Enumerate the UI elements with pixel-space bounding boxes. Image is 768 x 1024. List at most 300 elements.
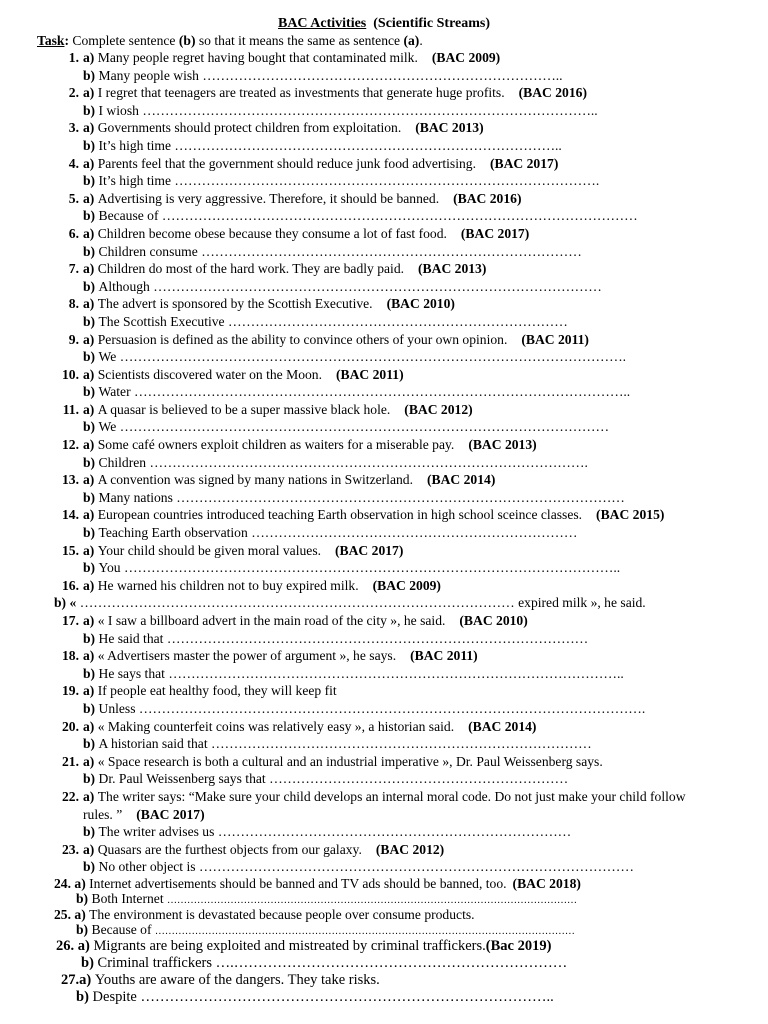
sentence-a-text: Children do most of the hard work. They are badly paid.	[97, 261, 405, 277]
sentence-a-label: a)	[83, 542, 98, 558]
bac-year: (BAC 2017)	[335, 542, 404, 558]
sentence-a	[54, 907, 475, 923]
sentence-a-row	[0, 542, 768, 560]
sentence-b	[83, 823, 571, 841]
item-number: 26.	[56, 937, 75, 954]
sentence-a	[83, 436, 537, 454]
sentence-b-row	[0, 454, 768, 472]
sentence-a	[83, 49, 500, 67]
sentence-b-row	[0, 955, 768, 972]
exercise-item	[0, 907, 768, 938]
sentence-a-text: « Making counterfeit coins was relatively easy », a historian said.	[97, 718, 455, 734]
answer-blank: …………………………………………………………………………………….	[149, 454, 588, 470]
answer-blank: ………………………………………………………………………………………………..	[134, 384, 631, 400]
exercise-item	[0, 647, 768, 682]
sentence-b-label: b)	[83, 630, 99, 646]
answer-blank: ………………………………………………………………………………………	[153, 278, 602, 294]
bac-year: (BAC 2012)	[375, 841, 445, 857]
sentence-b-label: b)	[83, 243, 99, 259]
sentence-a-text: Quasars are the furthest objects from our galaxy.	[97, 841, 362, 857]
bac-year: (BAC 2009)	[431, 50, 501, 65]
sentence-a-row	[0, 841, 768, 859]
exercise-item	[0, 612, 768, 647]
sentence-a-text: « Advertisers master the power of argument », he says.	[97, 648, 397, 664]
sentence-a-text: Governments should protect children from exploitation.	[97, 120, 402, 136]
bac-year: (BAC 2018)	[512, 875, 581, 891]
sentence-b-text: Many people wish	[98, 67, 199, 83]
task-b: (b)	[178, 33, 196, 48]
sentence-b-label: b)	[76, 922, 92, 938]
sentence-a-label: a)	[83, 366, 98, 382]
sentence-b-text: Criminal traffickers	[97, 954, 213, 971]
bac-year: (BAC 2016)	[453, 190, 522, 206]
bac-year: (BAC 2017)	[460, 225, 530, 241]
sentence-a	[83, 841, 444, 859]
sentence-b-row	[0, 594, 768, 612]
item-number: 23.	[62, 841, 79, 857]
sentence-b-text: Water	[98, 384, 131, 400]
sentence-a	[83, 119, 484, 137]
answer-blank: ………………………………………………………………………………………………	[119, 419, 610, 435]
sentence-a-row	[0, 471, 768, 489]
bac-year: (BAC 2010)	[459, 613, 528, 628]
exercise-item	[0, 788, 768, 841]
answer-blank: …………………………………………………………	[269, 771, 569, 787]
answer-blank: ……………………………………………………………………………………	[198, 859, 634, 875]
sentence-b-row	[0, 770, 768, 788]
sentence-b-text: Because of	[91, 922, 152, 938]
bac-year: (BAC 2012)	[404, 401, 473, 417]
sentence-a	[83, 190, 521, 208]
sentence-a-text: Some café owners exploit children as waiters for a miserable pay.	[97, 437, 455, 453]
bac-year: (BAC 2009)	[372, 577, 441, 593]
bac-year: (BAC 2014)	[427, 472, 496, 488]
sentence-a-label: a)	[83, 296, 98, 312]
task-text-mid: so that it means the same as sentence	[195, 33, 404, 48]
sentence-b	[83, 67, 563, 85]
item-number: 18.	[62, 648, 79, 664]
exercise-item	[0, 542, 768, 577]
bac-year: (BAC 2017)	[136, 806, 205, 822]
sentence-a-text: I regret that teenagers are treated as investments that generate huge profits.	[97, 85, 505, 101]
answer-blank: …………………………………………………………………………………	[166, 630, 589, 646]
exercise-item	[0, 436, 768, 471]
item-number: 21.	[62, 753, 79, 769]
sentence-b-label: b)	[83, 137, 99, 153]
sentence-b-label: b)	[83, 700, 99, 716]
sentence-a-text: Youths are aware of the dangers. They take risks.	[94, 971, 380, 988]
exercise-item	[0, 506, 768, 541]
sentence-a	[56, 938, 551, 955]
sentence-a-text: Advertising is very aggressive. Therefore, it should be banned.	[97, 190, 440, 206]
sentence-b-label: b)	[81, 954, 98, 971]
sentence-a-text: Persuasion is defined as the ability to convince others of your own opinion.	[97, 331, 508, 347]
answer-blank: …………………………………………………………………	[228, 313, 568, 329]
sentence-b-label: b)	[83, 665, 99, 681]
sentence-a-row	[0, 331, 768, 349]
sentence-b	[83, 383, 630, 401]
sentence-b	[83, 137, 562, 155]
bac-year: (BAC 2011)	[521, 331, 589, 347]
exercise-item	[0, 84, 768, 119]
sentence-b-row	[0, 67, 768, 85]
sentence-a-row	[0, 225, 768, 243]
sentence-b	[83, 348, 626, 366]
sentence-a-row	[0, 190, 768, 208]
sentence-b-row	[0, 172, 768, 190]
sentence-a-label: a)	[83, 50, 98, 65]
sentence-a	[83, 682, 337, 700]
sentence-a-label: a)	[83, 507, 98, 523]
sentence-b-row	[0, 418, 768, 436]
sentence-a	[83, 155, 558, 173]
sentence-a-label: a)	[83, 437, 98, 453]
sentence-a-label: a)	[83, 841, 98, 857]
sentence-a	[83, 753, 603, 771]
sentence-b-text: The Scottish Executive	[98, 313, 225, 329]
sentence-a-label: a)	[83, 648, 98, 664]
answer-blank: …………………………………………………………………………..	[140, 988, 554, 1005]
sentence-b-row	[0, 700, 768, 718]
answer-blank: …………………………………………………………………………..	[174, 137, 562, 153]
item-number: 13.	[62, 472, 79, 488]
sentence-b-label: b)	[83, 67, 99, 83]
sentence-b-text: He says that	[98, 665, 165, 681]
sentence-a	[83, 84, 587, 102]
exercise-item	[0, 190, 768, 225]
item-number: 4.	[68, 155, 79, 171]
sentence-b-label: b)	[83, 771, 99, 787]
sentence-a-label: a)	[83, 753, 98, 769]
sentence-a-row	[0, 401, 768, 419]
sentence-b	[81, 955, 567, 972]
exercise-item	[0, 841, 768, 876]
sentence-b-label: b)	[83, 102, 99, 118]
exercise-item	[0, 577, 768, 612]
sentence-a-text: Children become obese because they consume a lot of fast food.	[97, 225, 447, 241]
sentence-a-label: a)	[83, 683, 98, 699]
title-sub: (Scientific Streams)	[373, 16, 491, 31]
answer-blank: …………………………………………………………………………	[211, 736, 592, 752]
exercise-item	[0, 718, 768, 753]
sentence-a	[83, 295, 455, 313]
answer-blank: ….……………………………………………………………	[215, 954, 568, 971]
item-number: 6.	[68, 225, 79, 241]
sentence-b-text: Teaching Earth observation	[98, 525, 248, 541]
sentence-a	[83, 542, 403, 560]
sentence-a-text: A quasar is believed to be a super massive black hole.	[97, 401, 391, 417]
sentence-b-label: b)	[83, 489, 99, 505]
sentence-a-text: The environment is devastated because people over consume products.	[89, 906, 475, 922]
item-number: 2.	[68, 85, 79, 101]
sentence-b	[83, 770, 568, 788]
sentence-a-row	[0, 647, 768, 665]
answer-blank: ………………………………………………………………………………………..	[142, 102, 598, 118]
sentence-b-row	[0, 858, 768, 876]
sentence-b-label: b)	[83, 173, 99, 189]
answer-blank: ………………………………………………………………………………………………………………	[154, 926, 575, 938]
sentence-a-row	[0, 907, 768, 923]
bac-year: (BAC 2017)	[490, 155, 559, 171]
sentence-a-row	[0, 84, 768, 102]
exercise-item	[0, 366, 768, 401]
sentence-b-text: Many nations	[98, 489, 173, 505]
sentence-b	[76, 989, 554, 1006]
task-instruction: Task: Complete sentence (b) so that it means the same as sentence (a).	[37, 33, 423, 48]
sentence-b-row	[0, 823, 768, 841]
sentence-b	[83, 313, 568, 331]
exercise-item	[0, 295, 768, 330]
sentence-b-row	[0, 243, 768, 261]
sentence-a-text: Your child should be given moral values.	[97, 542, 322, 558]
sentence-b-label: b) «	[54, 595, 77, 611]
sentence-b	[83, 700, 645, 718]
exercise-item	[0, 682, 768, 717]
sentence-b-text: It’s high time	[98, 173, 171, 189]
sentence-a-row	[0, 436, 768, 454]
sentence-b-row	[0, 524, 768, 542]
sentence-b-text: Unless	[98, 700, 136, 716]
sentence-b-text: It’s high time	[98, 137, 171, 153]
sentence-b	[83, 524, 577, 542]
sentence-a-label: a)	[83, 788, 98, 804]
exercise-item	[0, 753, 768, 788]
sentence-a-label: a)	[83, 155, 98, 171]
sentence-b	[83, 418, 609, 436]
item-number: 15.	[62, 542, 79, 558]
item-number: 11.	[62, 401, 79, 417]
sentence-b-row	[0, 665, 768, 683]
sentence-a-row	[0, 682, 768, 700]
sentence-a	[83, 471, 495, 489]
item-number: 14.	[62, 507, 79, 523]
answer-blank: ……………………………………………………………………………………………	[161, 208, 638, 224]
sentence-b-row	[0, 735, 768, 753]
sentence-b-text: Children	[98, 454, 147, 470]
sentence-b-label: b)	[83, 454, 99, 470]
sentence-a-row	[0, 366, 768, 384]
item-number: 16.	[62, 577, 79, 593]
bac-year: (BAC 2013)	[415, 120, 484, 136]
answer-blank: ……………………………………………………………………..	[202, 67, 563, 83]
sentence-b-row	[0, 559, 768, 577]
answer-blank: ………………………………………………………………………………………	[176, 489, 625, 505]
item-number: 3.	[68, 120, 79, 136]
sentence-a-row	[0, 295, 768, 313]
exercise-item	[0, 260, 768, 295]
sentence-a-row	[0, 876, 768, 892]
answer-blank: ……………………………………………………………………………………	[79, 595, 515, 611]
answer-blank: ………………………………………………………………………………………..	[168, 665, 624, 681]
exercise-item	[0, 401, 768, 436]
item-number: 27.	[61, 971, 80, 988]
sentence-b-row	[0, 278, 768, 296]
task-a: (a)	[403, 33, 420, 48]
sentence-b-row	[0, 989, 768, 1006]
sentence-b-row	[0, 207, 768, 225]
answer-blank: ………………………………………………………………………………………………..	[123, 560, 621, 576]
sentence-b-text: Despite	[92, 988, 137, 1005]
sentence-a	[83, 647, 478, 665]
sentence-b-row	[0, 383, 768, 401]
item-number: 12.	[62, 437, 79, 453]
exercise-item	[0, 471, 768, 506]
sentence-b-label: b)	[76, 988, 93, 1005]
sentence-a-label: a)	[83, 577, 98, 593]
sentence-b-row	[0, 891, 768, 907]
sentence-b-label: b)	[83, 824, 99, 840]
exercise-item	[0, 331, 768, 366]
exercise-item	[0, 155, 768, 190]
bac-year: (BAC 2015)	[596, 507, 665, 523]
item-number: 7.	[68, 261, 79, 277]
bac-year: (BAC 2016)	[518, 85, 587, 101]
bac-year: (Bac 2019)	[485, 937, 552, 954]
sentence-b	[83, 489, 625, 507]
answer-blank: …………………………………………………………………………	[201, 243, 582, 259]
sentence-a-row	[0, 260, 768, 278]
exercise-list-extra	[0, 876, 768, 1006]
sentence-b-label: b)	[83, 349, 99, 365]
sentence-b-label: b)	[83, 859, 99, 875]
sentence-a	[83, 718, 536, 736]
task-label: Task	[37, 33, 65, 48]
sentence-b	[83, 665, 624, 683]
sentence-b-text: I wiosh	[98, 102, 139, 118]
sentence-a	[83, 612, 528, 630]
sentence-b	[83, 207, 638, 225]
sentence-b-label: b)	[83, 208, 99, 224]
sentence-a-row	[0, 577, 768, 595]
sentence-a-label: a)	[74, 937, 94, 954]
sentence-a	[83, 331, 589, 349]
sentence-a-row	[0, 119, 768, 137]
sentence-a-label: a)	[79, 971, 95, 988]
sentence-b-text: Children consume	[98, 243, 198, 259]
sentence-a-text: Scientists discovered water on the Moon.	[97, 366, 322, 382]
sentence-a-text: European countries introduced teaching Earth observation in high school sceince classes.	[97, 507, 583, 523]
sentence-a-row	[0, 49, 768, 67]
sentence-a-label: a)	[83, 261, 98, 277]
sentence-a-row	[0, 612, 768, 630]
sentence-a-text: The writer says: “Make sure your child develops an internal moral code. Do not just make your child follow rules. ”	[83, 788, 686, 822]
item-number: 25.	[54, 906, 71, 922]
sentence-b	[54, 594, 646, 612]
sentence-a-label: a)	[83, 120, 98, 136]
sentence-a-text: Migrants are being exploited and mistreated by criminal traffickers.	[93, 937, 486, 954]
sentence-b-text: The writer advises us	[98, 824, 215, 840]
exercise-item	[0, 49, 768, 84]
sentence-a-label: a)	[83, 472, 98, 488]
sentence-a	[83, 225, 529, 243]
sentence-b-text: We	[98, 349, 117, 365]
sentence-b	[83, 243, 582, 261]
sentence-b	[83, 278, 602, 296]
bac-year: (BAC 2013)	[468, 437, 537, 453]
sentence-a-row	[0, 972, 768, 989]
item-number: 1.	[68, 50, 79, 65]
sentence-a-text: A convention was signed by many nations in Switzerland.	[97, 472, 413, 488]
sentence-a-text: Parents feel that the government should reduce junk food advertising.	[97, 155, 476, 171]
item-number: 10.	[62, 366, 79, 382]
exercise-list	[0, 49, 768, 876]
sentence-b-text: He said that	[98, 630, 164, 646]
sentence-a-row	[0, 506, 768, 524]
sentence-b	[83, 102, 598, 120]
sentence-a-text: If people eat healthy food, they will keep fit	[97, 683, 337, 699]
sentence-b	[83, 454, 588, 472]
sentence-a	[83, 577, 441, 595]
item-number: 9.	[68, 331, 79, 347]
sentence-b-text: Because of	[98, 208, 159, 224]
item-number: 20.	[62, 718, 79, 734]
answer-blank: ………………………………………………………………………………………………….	[119, 349, 627, 365]
item-number: 8.	[68, 296, 79, 312]
sentence-a	[83, 506, 664, 524]
sentence-b-row	[0, 348, 768, 366]
sentence-b-row	[0, 313, 768, 331]
sentence-b-label: b)	[83, 560, 99, 576]
sentence-a-text: « Space research is both a cultural and an industrial imperative », Dr. Paul Weissenberg says.	[97, 753, 603, 769]
sentence-b	[83, 630, 588, 648]
sentence-b-row	[0, 137, 768, 155]
sentence-a-text: « I saw a billboard advert in the main road of the city », he said.	[97, 613, 446, 628]
sentence-b-text: No other object is	[98, 859, 196, 875]
sentence-b-text: We	[98, 419, 117, 435]
sentence-a-label: a)	[71, 906, 90, 922]
sentence-a	[83, 366, 404, 384]
bac-year: (BAC 2013)	[418, 261, 487, 277]
item-number: 5.	[68, 190, 79, 206]
sentence-b-text: You	[98, 560, 121, 576]
sentence-a-label: a)	[83, 225, 98, 241]
exercise-item	[0, 876, 768, 907]
exercise-item	[0, 938, 768, 972]
sentence-a	[83, 788, 718, 823]
answer-blank: ………………………………………………………………	[251, 525, 578, 541]
sentence-b-row	[0, 630, 768, 648]
sentence-a-label: a)	[83, 718, 98, 734]
sentence-b-label: b)	[83, 525, 99, 541]
sentence-b-label: b)	[76, 891, 92, 907]
sentence-a-label: a)	[83, 85, 98, 101]
exercise-item	[0, 225, 768, 260]
sentence-a-row	[0, 753, 768, 771]
sentence-a	[83, 401, 473, 419]
sentence-b-label: b)	[83, 384, 99, 400]
sentence-b-label: b)	[83, 278, 99, 294]
sentence-b	[83, 735, 592, 753]
sentence-b-text: Dr. Paul Weissenberg says that	[98, 771, 266, 787]
sentence-a-label: a)	[83, 613, 98, 628]
sentence-a	[61, 972, 380, 989]
answer-blank: ………………………………………………………………………………….	[174, 173, 600, 189]
item-number: 17.	[62, 613, 79, 628]
sentence-a-text: Many people regret having bought that contaminated milk.	[97, 50, 418, 65]
sentence-a-text: The advert is sponsored by the Scottish Executive.	[97, 296, 373, 312]
sentence-b-row	[0, 102, 768, 120]
sentence-b-text: Although	[98, 278, 150, 294]
sentence-a	[54, 876, 581, 892]
sentence-a-row	[0, 718, 768, 736]
sentence-b-text: Both Internet	[91, 891, 164, 907]
answer-blank: ………………………………………………………………………………………………….	[138, 700, 646, 716]
sentence-a-text: Internet advertisements should be banned and TV ads should be banned, too.	[89, 875, 507, 891]
sentence-a-label: a)	[71, 875, 90, 891]
sentence-b-label: b)	[83, 419, 99, 435]
bac-year: (BAC 2014)	[468, 718, 537, 734]
item-number: 24.	[54, 875, 71, 891]
